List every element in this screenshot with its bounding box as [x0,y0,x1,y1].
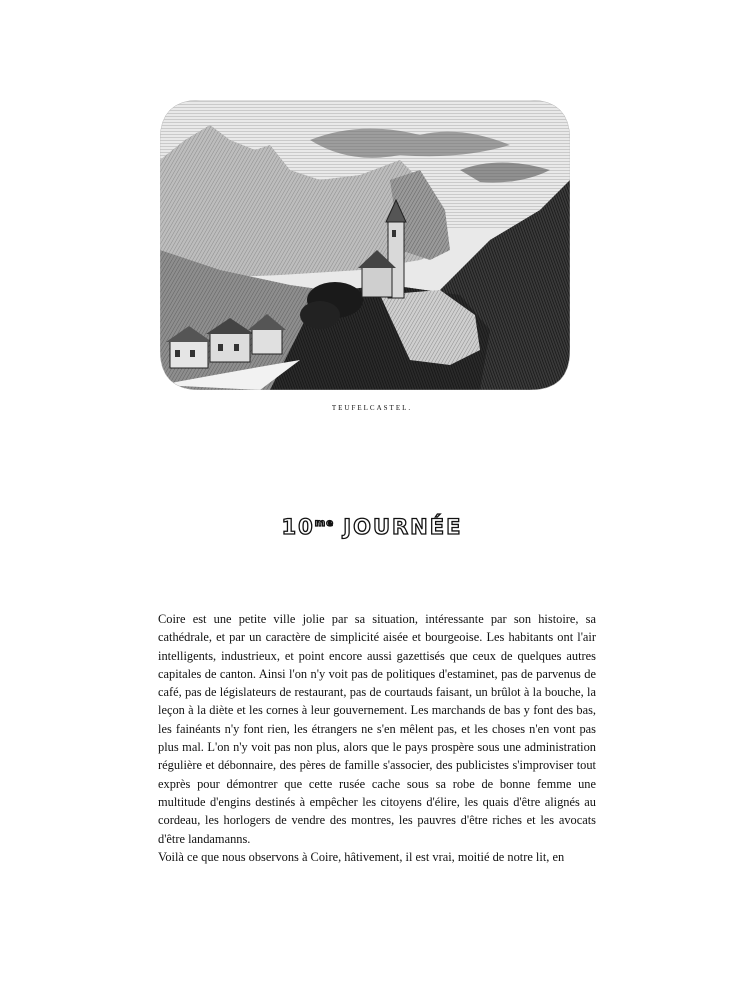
mountain-castle-engraving [160,100,570,390]
paragraph: Voilà ce que nous observons à Coire, hâtivement, il est vrai, moitié de notre lit, en [158,849,565,864]
engraving-illustration [160,100,570,390]
paragraph: Coire est une petite ville jolie par sa situation, intéressante par son histoire, sa cathédrale, et par un caractère de simplicité aisée et bourgeoise. Les habitants ont l'air intelligents, industrieux, et point encore aussi gazettisés que ceux de quelques autres capitales de canton. Ainsi l'on n'y voit pas de politiques d'estaminet, pas de parvenus de café, pas de législateurs de restaurant, pas de courtauds faisant, un brûlot à la bouche, la leçon à la diète et les cornes à leur gouvernement. Les marchands de bas y font des bas, les fainéants n'y font rien, les étrangers ne s'en mêlent pas, et les choses n'en vont pas plus mal. L'on n'y voit pas non plus, alors que le pays prospère sous une administration régulière et débonnaire, des pères de famille s'associer, des publicistes s'improviser tout exprès pour démontrer que cette rusée cache sous sa robe de bonne femme une multitude d'engins destinés à empêcher les citoyens d'élire, les quais d'être alignés au cordeau, les horlogers de vendre des montres, les pauvres d'être riches et les avocats d'être landamanns. [158,612,596,846]
body-text [158,610,596,866]
chapter-title [0,515,744,539]
chapter-word: JOURNÉE [343,515,463,539]
illustration-caption: TEUFELCASTEL. [331,404,413,412]
chapter-number: 10 [281,515,315,539]
chapter-number-suffix: me [314,518,334,529]
